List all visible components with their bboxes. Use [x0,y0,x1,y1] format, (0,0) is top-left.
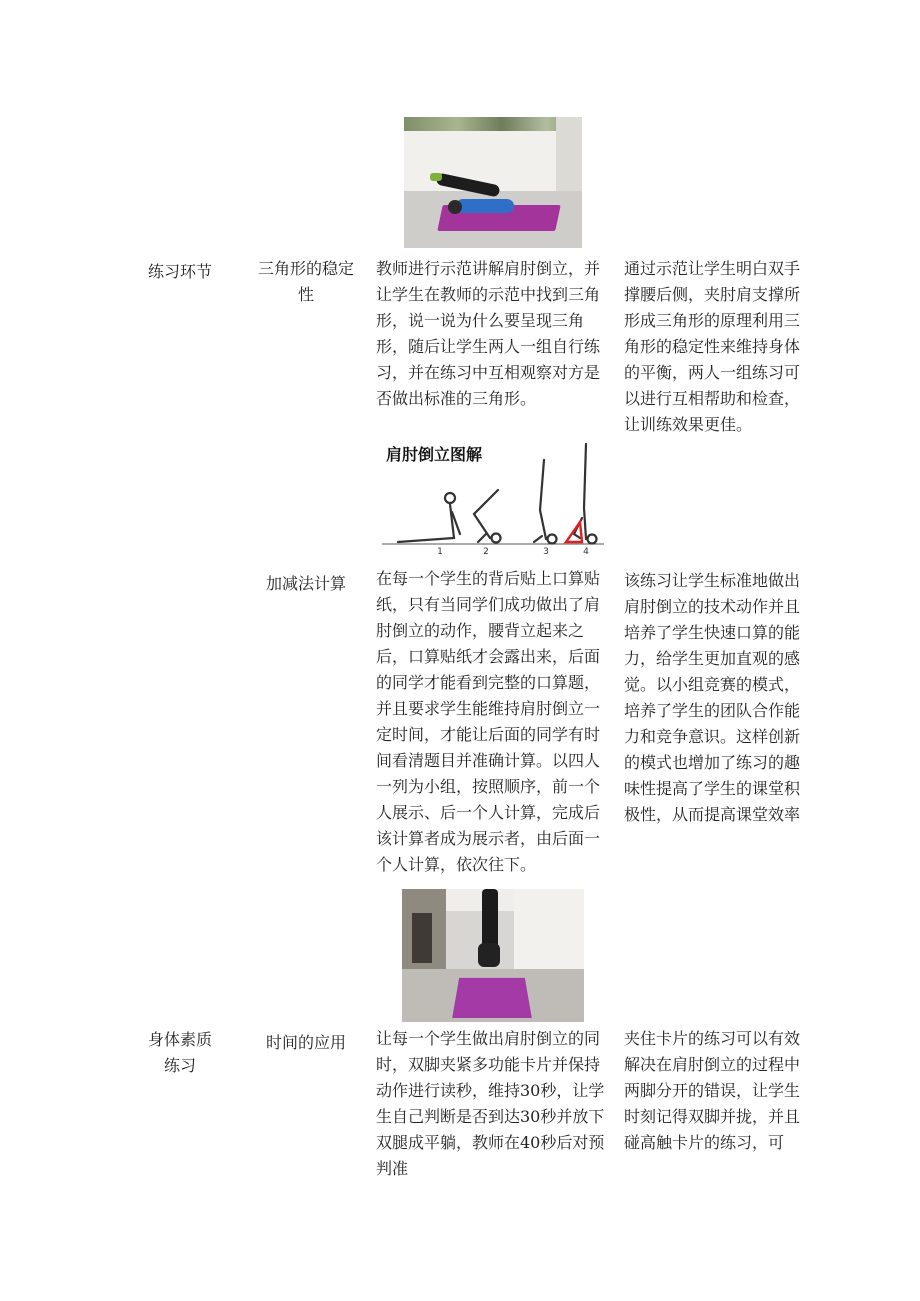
row2-content: 在每一个学生的背后贴上口算贴纸，只有当同学们成功做出了肩肘倒立的动作，腰背立起来之后，口算贴纸才会露出来，后面的同学才能看到完整的口算题，并且要求学生能维持肩肘倒立一定时间，才能让后面的同学有时间看清题目并准确计算。以四人一列为小组，按照顺序，前一个人展示、后一个人计算，完成后该计算者成为展示者，由后面一个人计算，依次往下。 [376,569,601,874]
row3-content: 让每一个学生做出肩肘倒立的同时，双脚夹紧多功能卡片并保持动作进行读秒，维持30秒，让学生自己判断是否到达30秒并放下双腿成平躺，教师在40秒后对预判准 [376,1029,605,1178]
shoulder-stand-photo [402,889,584,1022]
step-2-label: 2 [483,547,489,556]
lying-practice-photo [404,117,582,248]
step-2-figure [474,490,501,543]
step-3-label: 3 [543,547,549,556]
row2-method: 加减法计算 [265,574,346,593]
shoulder-stand-diagram [378,438,608,556]
row2-purpose: 该练习让学生标准地做出肩肘倒立的技术动作并且培养了学生快速口算的能力，给学生更加直观的感觉。以小组竞赛的模式，培养了学生的团队合作能力和竞争意识。这样创新的模式也增加了练习的趣味性提高了学生的课堂积极性，从而提高课堂效率 [624,571,801,824]
row1-stage: 练习环节 [147,262,212,281]
step-1-label: 1 [437,547,443,556]
row3-method: 时间的应用 [265,1033,346,1052]
row1-purpose: 通过示范让学生明白双手撑腰后侧，夹肘肩支撑所形成三角形的原理利用三角形的稳定性来维持身体的平衡，两人一组练习可以进行互相帮助和检查，让训练效果更佳。 [624,259,801,434]
row1-method: 三角形的稳定性 [257,259,354,304]
row3-purpose: 夹住卡片的练习可以有效解决在肩肘倒立的过程中两脚分开的错误，让学生时刻记得双脚并拢，并且碰高触卡片的练习，可 [624,1029,801,1152]
row1-content: 教师进行示范讲解肩肘倒立，并让学生在教师的示范中找到三角形，说一说为什么要呈现三角形，随后让学生两人一组自行练习，并在练习中互相观察对方是否做出标准的三角形。 [376,259,601,408]
row3-stage: 身体素质练习 [147,1030,212,1075]
diagram-title: 肩肘倒立图解 [386,445,483,464]
step-4-label: 4 [583,547,589,556]
step-4-figure [574,444,597,544]
step-3-figure [534,460,557,544]
step-1-figure [398,493,460,542]
